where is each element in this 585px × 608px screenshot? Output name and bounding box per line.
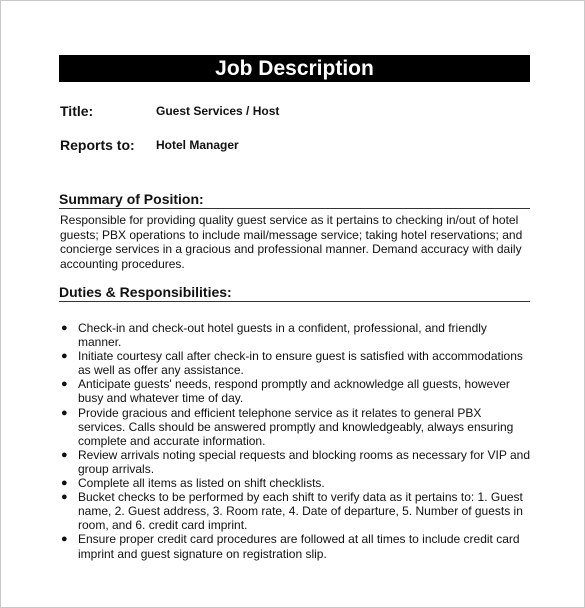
list-item [60,377,530,405]
list-item [60,349,530,377]
duty-text: Provide gracious and efficient telephone service as it relates to general PBX services. Calls should be answered promptly and knowledgeably, always ensuring complete and accurate information. [78,405,514,448]
duties-heading: Duties & Responsibilities: [59,284,530,302]
reports-to-field-value: Hotel Manager [156,138,239,152]
bullet-dot-icon: ● [61,448,68,461]
duty-text: Ensure proper credit card procedures are followed at all times to include credit card imprint and guest signature on registration slip. [78,532,520,561]
duty-text: Complete all items as listed on shift checklists. [78,476,325,491]
duty-text: Initiate courtesy call after check-in to ensure guest is satisfied with accommodations as well as offer any assistance. [78,349,523,378]
bullet-dot-icon: ● [61,491,68,504]
document-title: Job Description [59,55,530,82]
duty-text: Bucket checks to be performed by each shift to verify data as it pertains to: 1. Guest name, 2. Guest address, 3. Room rate, 4. Date of departure, 5. Number of guests in room, and 6. credit card imprint. [78,490,523,533]
list-item [60,476,530,490]
bullet-dot-icon: ● [61,350,68,363]
bullet-dot-icon: ● [61,533,68,546]
list-item [60,532,530,560]
list-item [60,321,530,349]
list-item [60,448,530,476]
duty-text: Check-in and check-out hotel guests in a confident, professional, and friendly manner. [78,321,487,350]
title-field-label: Title: [60,103,94,119]
reports-to-field-label: Reports to: [60,137,135,153]
title-field-value: Guest Services / Host [156,104,280,118]
summary-text: Responsible for providing quality guest service as it pertains to checking in/out of hotel guests; PBX operations to include mail/message service; taking hotel reservations; and concierge services in a gracious and professional manner. Demand accuracy with daily accounting procedures. [60,213,523,271]
bullet-dot-icon: ● [61,322,68,334]
list-item [60,490,530,532]
bullet-dot-icon: ● [61,378,68,391]
duty-text: Review arrivals noting special requests and blocking rooms as necessary for VIP and group arrivals. [78,447,531,476]
bullet-dot-icon: ● [61,406,68,419]
summary-heading: Summary of Position: [59,191,530,209]
list-item [60,406,530,448]
duties-list [60,321,530,561]
duty-text: Anticipate guests' needs, respond promptly and acknowledge all guests, however busy and whatever time of day. [78,377,510,406]
bullet-dot-icon: ● [61,477,68,490]
